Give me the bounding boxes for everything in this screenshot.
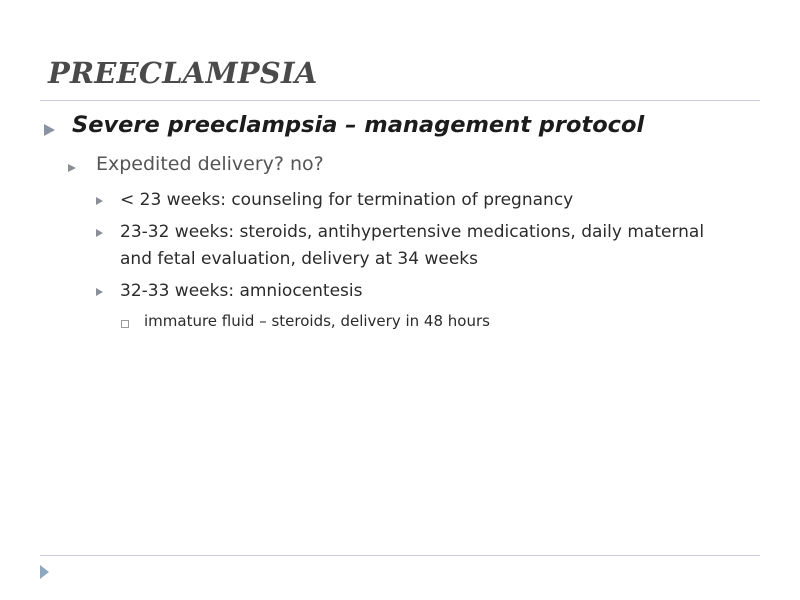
- small-triangle-icon: [96, 288, 103, 296]
- small-triangle-icon: [68, 164, 76, 172]
- bullet-level3-text: 32-33 weeks: amniocentesis: [120, 281, 363, 301]
- bullet-level3-text-continued: and fetal evaluation, delivery at 34 weeks: [120, 249, 478, 269]
- bullet-level2-text: Expedited delivery? no?: [96, 153, 324, 175]
- hollow-square-icon: [121, 320, 129, 328]
- triangle-arrow-icon: [44, 124, 55, 136]
- bullet-level4-text: immature fluid – steroids, delivery in 48 hours: [144, 312, 490, 330]
- small-triangle-icon: [96, 197, 103, 205]
- small-triangle-icon: [96, 229, 103, 237]
- title-divider: [40, 100, 760, 101]
- footer-divider: [40, 555, 760, 556]
- bullet-level3-text: 23-32 weeks: steroids, antihypertensive medications, daily maternal: [120, 222, 705, 242]
- bullet-level3-text: < 23 weeks: counseling for termination of pregnancy: [120, 190, 574, 210]
- slide-title: PREECLAMPSIA: [48, 56, 318, 90]
- play-arrow-icon[interactable]: [40, 565, 49, 579]
- bullet-level1-text: Severe preeclampsia – management protocol: [72, 112, 645, 138]
